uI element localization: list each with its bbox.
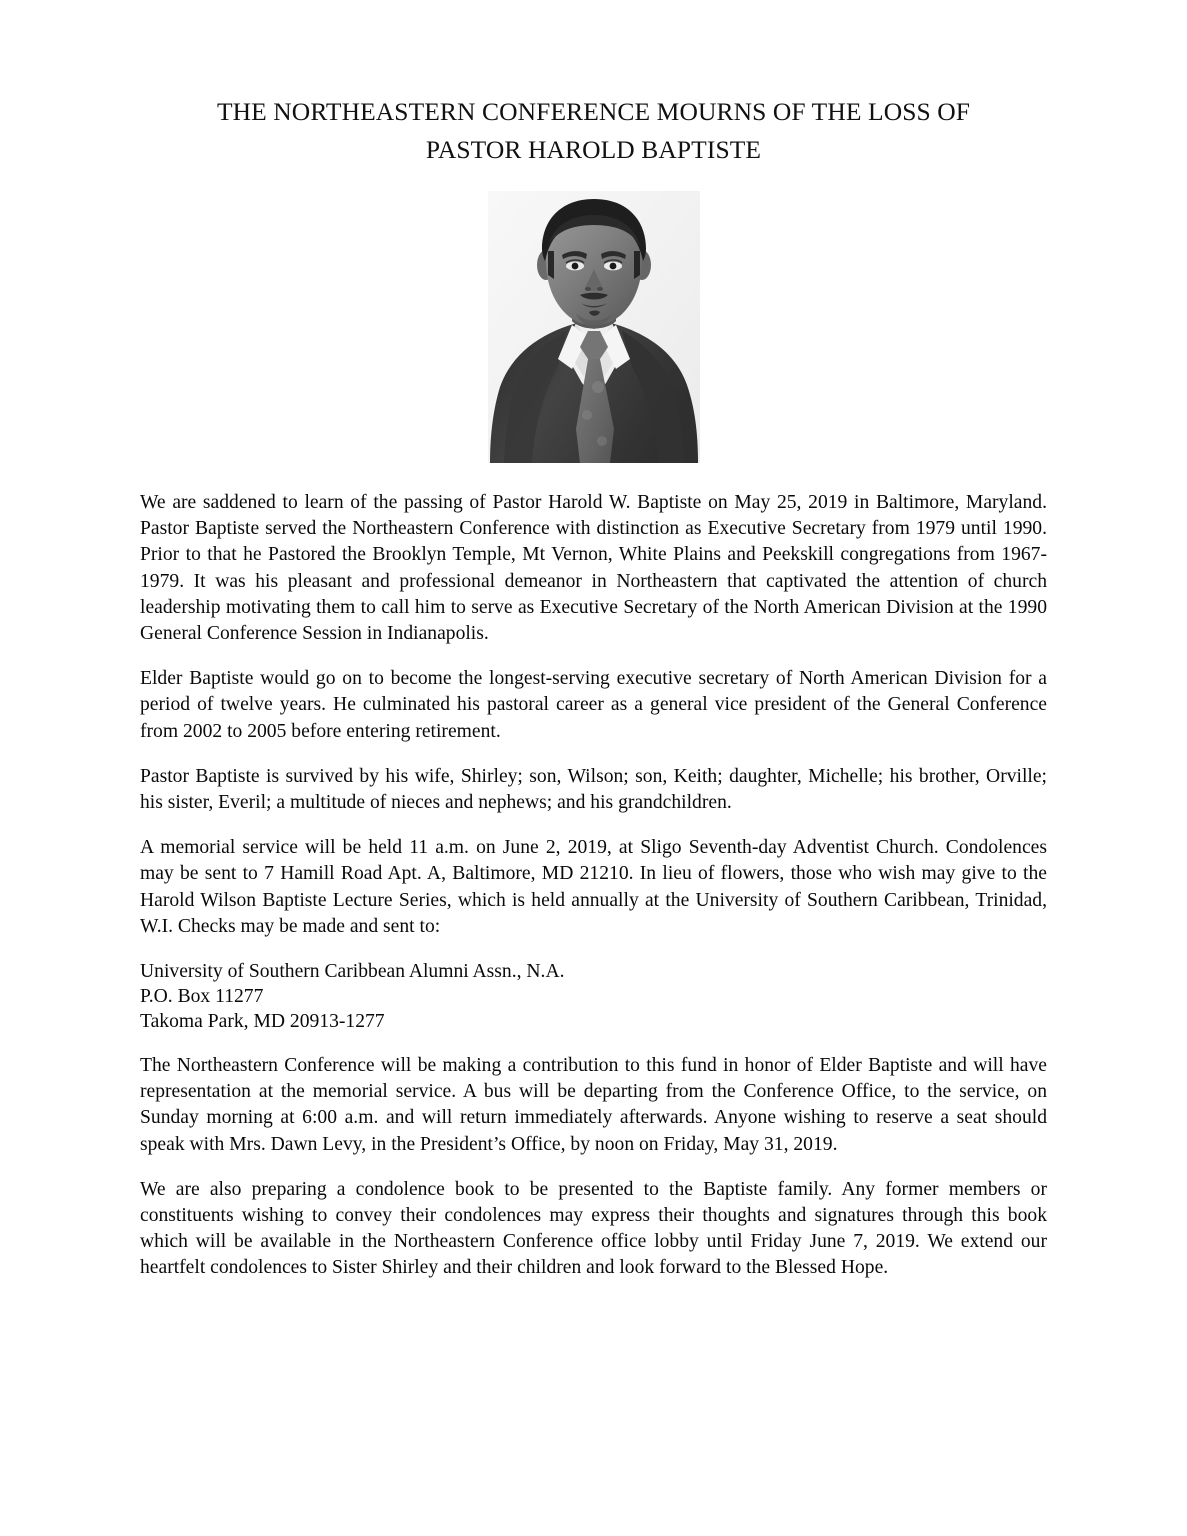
paragraph-condolence-book: We are also preparing a condolence book to be presented to the Baptiste family. Any former members or constituents wishing to convey their condolences may express their thoughts and signatures through this book which will be available in the Northeastern Conference office lobby until Friday June 7, 2019. We extend our heartfelt condolences to Sister Shirley and their children and look forward to the Blessed Hope. <box>140 1178 1047 1279</box>
title-line-2: PASTOR HAROLD BAPTISTE <box>425 135 762 164</box>
paragraph-conference-contribution-and-bus: The Northeastern Conference will be making a contribution to this fund in honor of Elder Baptiste and will have representation at the memorial service. A bus will be departing from the Conference Office, to the service, on Sunday morning at 6:00 a.m. and will return immediately afterwards. Anyone wishing to reserve a seat should speak with Mrs. Dawn Levy, in the President’s Office, by noon on Friday, May 31, 2019. <box>140 1055 1047 1155</box>
paragraph-career-summary: Elder Baptiste would go on to become the longest-serving executive secretary of North American Division for a period of twelve years. He culminated his pastoral career as a general vice president of the General Conference from 2002 to 2005 before entering retirement. <box>140 668 1047 742</box>
title-line-1: THE NORTHEASTERN CONFERENCE MOURNS OF THE LOSS OF <box>216 97 971 126</box>
paragraph-passing-announcement: We are saddened to learn of the passing of Pastor Harold W. Baptiste on May 25, 2019 in Baltimore, Maryland. Pastor Baptiste served the Northeastern Conference with distinction as Executive Secretary from 1979 until 1990. Prior to that he Pastored the Brooklyn Temple, Mt Vernon, White Plains and Peekskill congregations from 1967-1979. It was his pleasant and professional demeanor in Northeastern that captivated the attention of church leadership motivating them to call him to serve as Executive Secretary of the North American Division at the 1990 General Conference Session in Indianapolis. <box>140 492 1047 645</box>
address-line-po-box: P.O. Box 11277 <box>140 986 264 1008</box>
document-body <box>140 463 1047 1282</box>
document-title <box>0 0 1187 169</box>
address-line-organization: University of Southern Caribbean Alumni Assn., N.A. <box>140 961 565 983</box>
portrait-container <box>0 191 1187 463</box>
paragraph-survivors: Pastor Baptiste is survived by his wife, Shirley; son, Wilson; son, Keith; daughter, Michelle; his brother, Orville; his sister, Everil; a multitude of nieces and nephews; and his grandchildren. <box>140 765 1047 814</box>
mailing-address <box>140 959 1047 1034</box>
paragraph-memorial-service: A memorial service will be held 11 a.m. on June 2, 2019, at Sligo Seventh-day Adventist Church. Condolences may be sent to 7 Hamill Road Apt. A, Baltimore, MD 21210. In lieu of flowers, those who wish may give to the Harold Wilson Baptiste Lecture Series, which is held annually at the University of Southern Caribbean, Trinidad, W.I. Checks may be made and sent to: <box>140 837 1047 937</box>
portrait-photo <box>488 191 700 463</box>
address-line-city-state-zip: Takoma Park, MD 20913-1277 <box>140 1011 385 1033</box>
